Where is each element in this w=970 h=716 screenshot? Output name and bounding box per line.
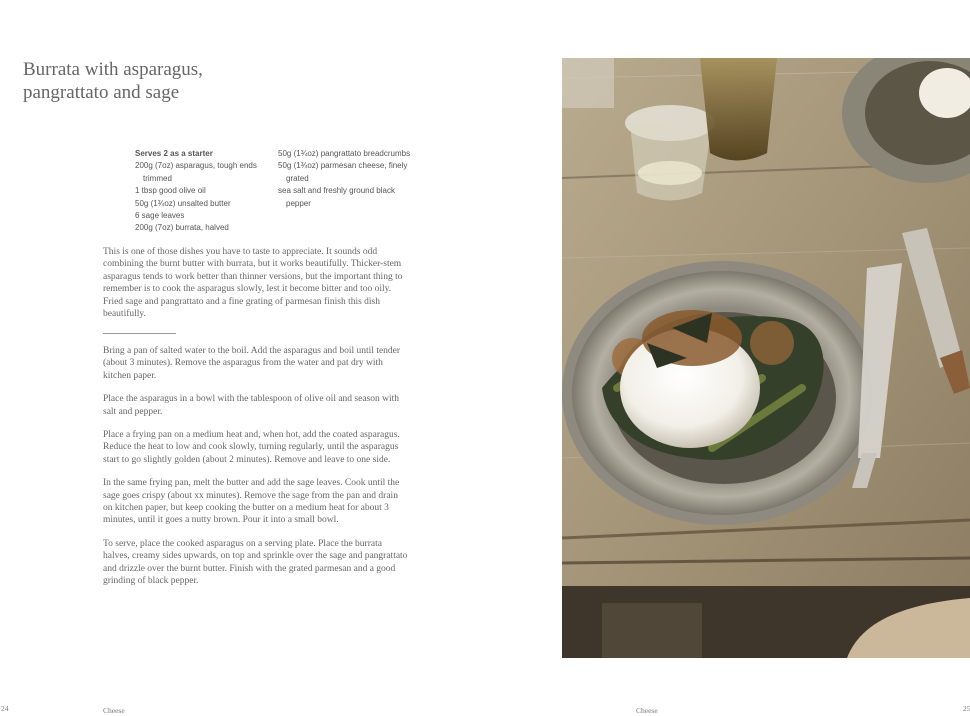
ingredient-item: 50g (1¾oz) pangrattato breadcrumbs [278,149,411,158]
ingredient-item: 6 sage leaves [135,211,185,221]
right-page-number: 25 [963,704,970,713]
title-line-2: pangrattato and sage [23,82,180,103]
method-step: In the same frying pan, melt the butter and add the sage leaves. Cook until the sage goes crispy (about xx minutes). Remove the sage from the pan and drain on kitchen paper, but keep cooking the butter on a medium heat for about 3 minutes, until it goes a nutty brown. Pour it into a small bowl. [103,478,400,526]
right-page [485,0,970,716]
ingredient-item: 50g (1¾oz) unsalted butter [135,198,231,208]
left-footer-section: Cheese [103,706,125,715]
ingredient-item: 50g (1¾oz) parmesan cheese, finely grated [278,161,408,183]
ingredient-item: 1 tbsp good olive oil [135,186,206,196]
ingredient-item: sea salt and freshly ground black pepper [278,186,395,208]
right-footer-section: Cheese [636,706,658,715]
method-steps [103,345,408,599]
method-step: Bring a pan of salted water to the boil. Add the asparagus and boil until tender (about 3 minutes). Remove the asparagus from the water and pat dry with kitchen paper. [103,346,401,381]
ingredients-column-1 [135,148,270,235]
divider-rule [103,333,176,334]
recipe-title [23,58,323,104]
method-step: Place the asparagus in a bowl with the tablespoon of olive oil and season with salt and pepper. [103,394,400,417]
serves-label: Serves 2 as a starter [135,149,213,158]
ingredients-column-2 [278,148,413,210]
recipe-intro: This is one of those dishes you have to taste to appreciate. It sounds odd combining the burnt butter with burrata, but it works beautifully. Thicker-stem asparagus tends to work better than thinner versions, but the important thing to remember is to cook the asparagus slowly, lest it become bitter and too oily. Fried sage and pangrattato and a fine grating of parmesan finish this dish beautifully. [103,247,403,320]
title-line-1: Burrata with asparagus, [23,59,203,80]
method-step: To serve, place the cooked asparagus on a serving plate. Place the burrata halves, creamy sides upwards, on top and sprinkle over the sage and pangrattato and drizzle over the burnt butter. Finish with the grated parmesan and a good grinding of black pepper. [103,538,408,587]
burrata-dish-photo [562,58,970,663]
method-step: Place a frying pan on a medium heat and, when hot, add the coated asparagus. Reduce the heat to low and cook slowly, turning regularly, until the asparagus start to go slightly golden (about 2 minutes). Remove and leave to one side. [103,430,400,465]
left-page-number: 24 [1,704,9,713]
ingredient-item: 200g (7oz) burrata, halved [135,223,229,233]
ingredient-item: 200g (7oz) asparagus, tough ends trimmed [135,161,257,183]
